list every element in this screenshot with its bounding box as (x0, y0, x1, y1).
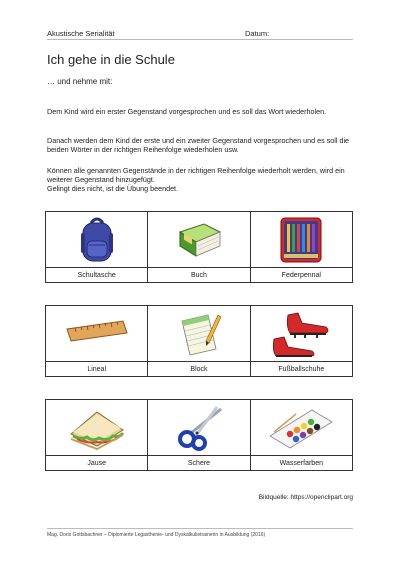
page-subtitle: … und nehme mit: (47, 77, 113, 86)
instruction-line-3a: Können alle genannten Gegenstände in der richtigen Reihenfolge wiederholt werden, wird ein weiterer Gegenstand hinzugefügt. (47, 166, 345, 184)
item-label: Wasserfarben (250, 456, 352, 471)
item-label: Schultasche (46, 268, 148, 283)
item-label: Buch (148, 268, 250, 283)
ruler-icon (65, 319, 129, 349)
picture-cell (148, 400, 250, 456)
picture-grid-row-1 (45, 211, 353, 283)
instruction-paragraph-1: Dem Kind wird ein erster Gegenstand vorgesprochen und es soll das Wort wiederholen. (47, 107, 327, 116)
scissors-icon (173, 405, 225, 451)
picture-cell (250, 306, 352, 362)
picture-cell (46, 212, 148, 268)
football-boots-icon (268, 309, 334, 359)
item-label: Block (148, 362, 250, 377)
item-label: Jause (46, 456, 148, 471)
pencil-case-icon (279, 216, 323, 264)
subject-label: Akustische Serialität (47, 29, 115, 38)
item-label: Lineal (46, 362, 148, 377)
picture-cell (148, 212, 250, 268)
date-label: Datum: (245, 29, 270, 38)
page-footer: Mag. Doris Gottsbachner – Diplomierte Legasthenie- und Dyskalkulietrainerin in Ausbildung (2016) (47, 528, 353, 538)
page-header (47, 27, 353, 40)
picture-cell (250, 212, 352, 268)
picture-cell (46, 400, 148, 456)
notepad-icon (176, 311, 222, 357)
watercolors-icon (266, 406, 336, 450)
picture-grid-row-2 (45, 305, 353, 377)
instruction-paragraph-3 (47, 166, 359, 193)
image-credit: Bildquelle: https://openclipart.org (258, 494, 353, 501)
instruction-paragraph-2: Danach werden dem Kind der erste und ein zweiter Gegenstand vorgesprochen und es soll die beiden Wörter in der richtigen Reihenfolge wiederholen usw. (47, 136, 350, 154)
sandwich-icon (67, 406, 127, 450)
book-icon (174, 220, 224, 260)
backpack-icon (77, 215, 117, 265)
picture-cell (250, 400, 352, 456)
item-label: Federpennal (250, 268, 352, 283)
picture-cell (46, 306, 148, 362)
item-label: Schere (148, 456, 250, 471)
item-label: Fußballschuhe (250, 362, 352, 377)
picture-grid-row-3 (45, 399, 353, 471)
page-title: Ich gehe in die Schule (47, 52, 175, 67)
instruction-line-3b: Gelingt dies nicht, ist die Übung beendet. (47, 184, 179, 193)
picture-cell (148, 306, 250, 362)
